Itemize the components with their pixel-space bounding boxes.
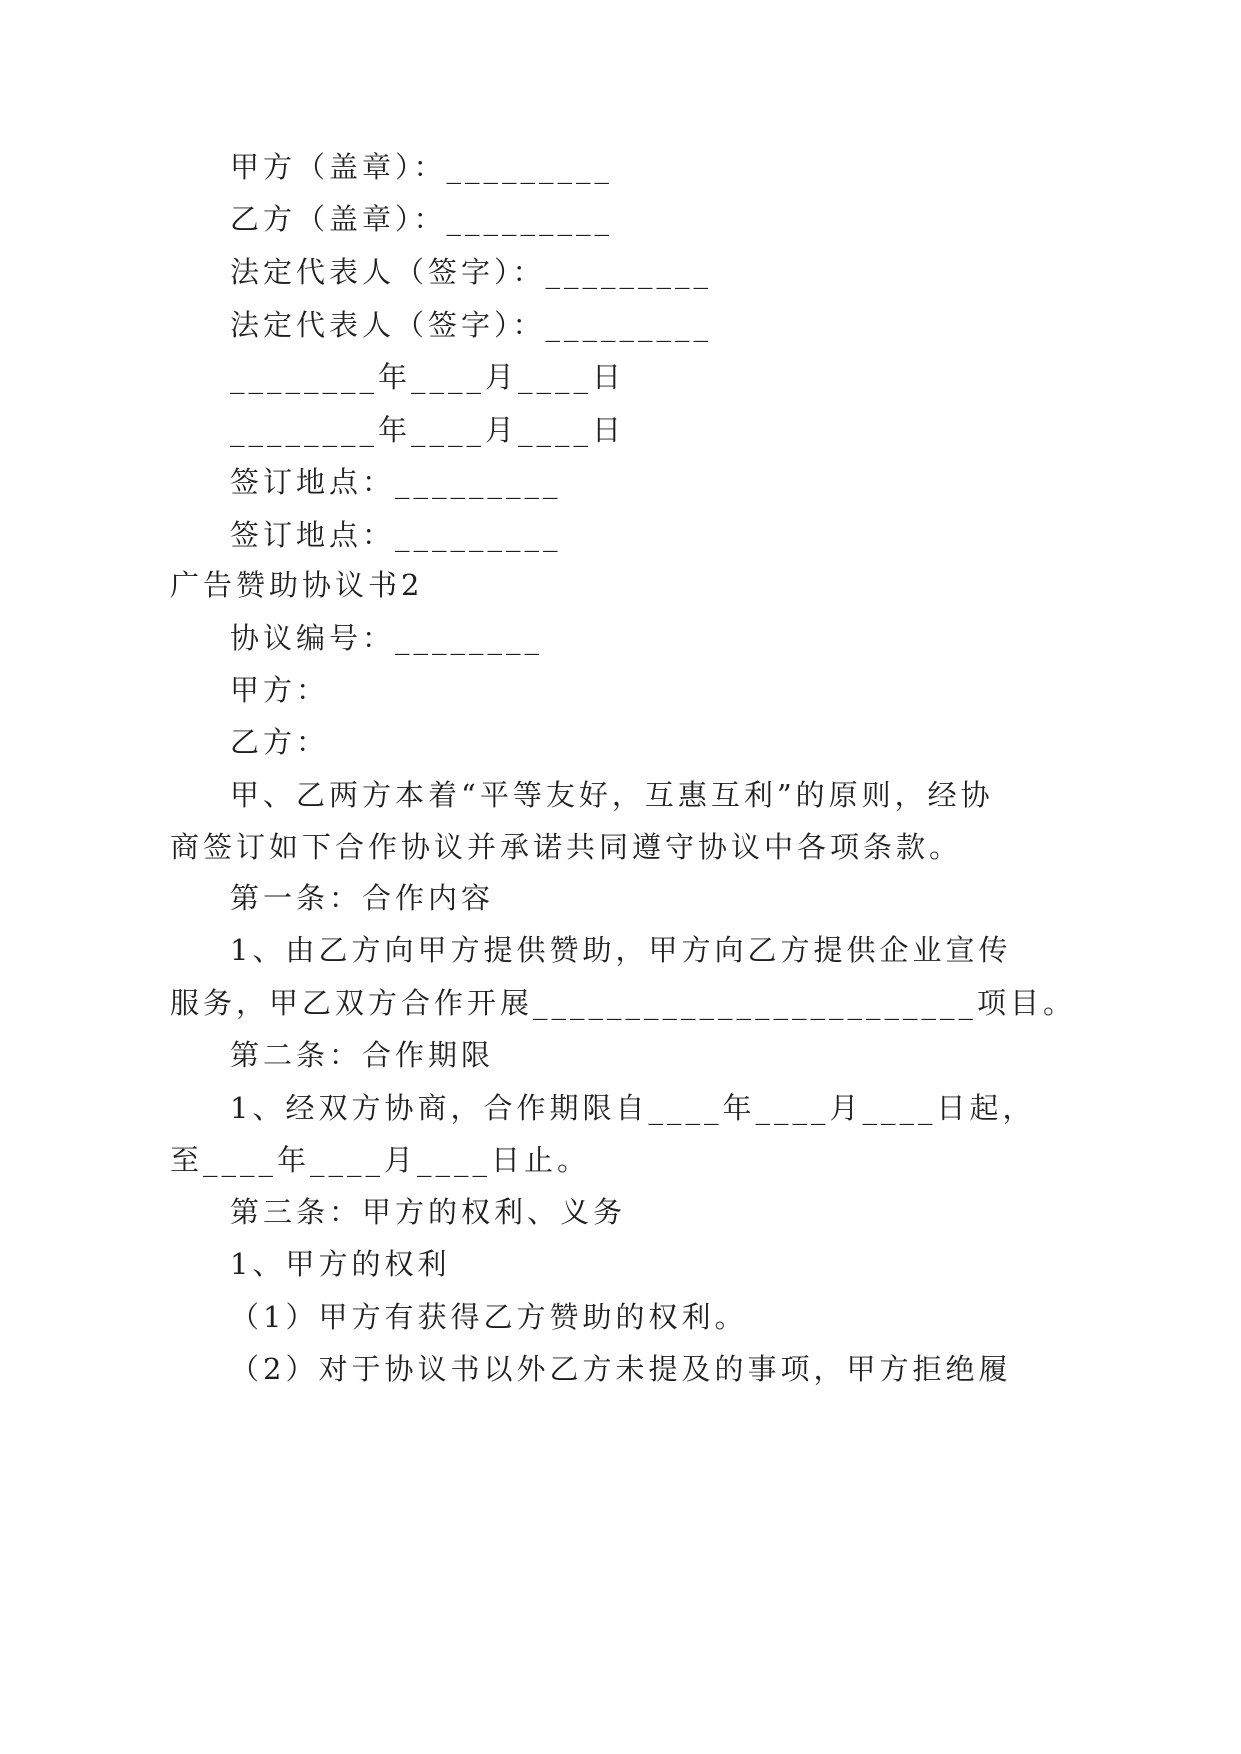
article-1-item-1-line-1: 1、由乙方向甲方提供赞助，甲方向乙方提供企业宣传 xyxy=(230,933,1012,967)
party-a-line: 甲方： xyxy=(230,673,330,707)
date-b-line: ________年____月____日 xyxy=(230,413,626,447)
article-3-item-1: （1）甲方有获得乙方赞助的权利。 xyxy=(230,1300,748,1334)
party-a-seal-line: 甲方（盖章）：_________ xyxy=(230,150,614,184)
sign-place-b-line: 签订地点：_________ xyxy=(230,518,562,552)
legal-rep-a-line: 法定代表人（签字）：_________ xyxy=(230,255,713,289)
legal-rep-b-line: 法定代表人（签字）：_________ xyxy=(230,308,713,342)
agreement-title: 广告赞助协议书2 xyxy=(170,568,424,602)
preamble-line-2: 商签订如下合作协议并承诺共同遵守协议中各项条款。 xyxy=(170,830,963,864)
article-2-item-1-line-1: 1、经双方协商，合作期限自____年____月____日起， xyxy=(230,1091,1036,1125)
preamble-line-1: 甲、乙两方本着“平等友好，互惠互利”的原则，经协 xyxy=(230,778,994,812)
article-2-heading: 第二条：合作期限 xyxy=(230,1038,495,1072)
article-1-heading: 第一条：合作内容 xyxy=(230,881,495,915)
party-b-seal-line: 乙方（盖章）：_________ xyxy=(230,202,614,236)
article-2-item-1-line-2: 至____年____月____日止。 xyxy=(170,1143,591,1177)
sign-place-a-line: 签订地点：_________ xyxy=(230,465,562,499)
agreement-number-line: 协议编号：________ xyxy=(230,621,544,655)
article-3-heading: 第三条：甲方的权利、义务 xyxy=(230,1195,627,1229)
article-1-item-1-line-2: 服务，甲乙双方合作开展________________________项目。 xyxy=(170,986,1077,1020)
date-a-line: ________年____月____日 xyxy=(230,360,626,394)
article-3-subheading-1: 1、甲方的权利 xyxy=(230,1247,451,1281)
article-3-item-2: （2）对于协议书以外乙方未提及的事项，甲方拒绝履 xyxy=(230,1352,1012,1386)
party-b-line: 乙方： xyxy=(230,725,330,759)
